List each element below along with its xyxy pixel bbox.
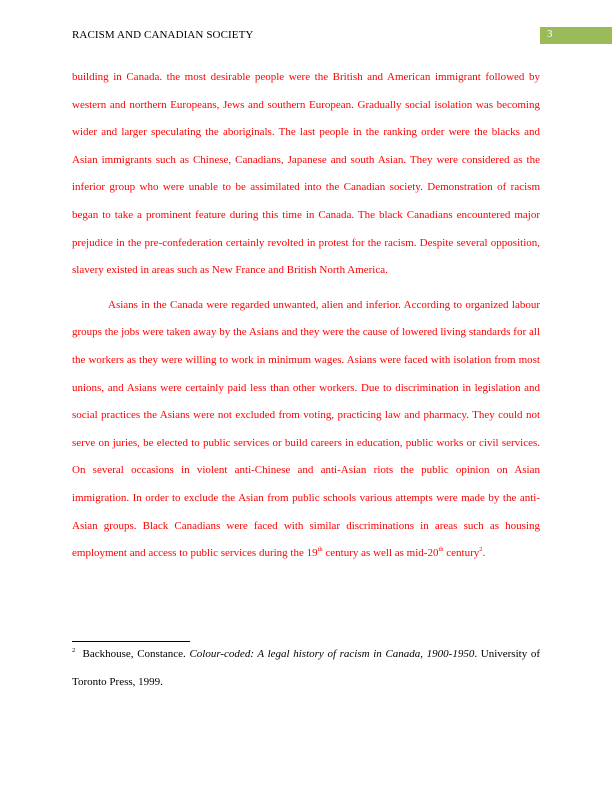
paragraph-2	[72, 292, 540, 568]
superscript-th: th	[438, 546, 444, 554]
paragraph-2-text-century: century	[443, 547, 480, 560]
page-number-box	[540, 27, 612, 44]
paragraph-2-end: .	[482, 547, 486, 560]
page-number: 3	[547, 28, 553, 40]
footnote-reference[interactable]: 2	[479, 546, 483, 554]
body-text	[72, 64, 540, 568]
paragraph-1: building in Canada. the most desirable people were the British and American immigrant followed by western and northern Europeans, Jews and southern European. Gradually social isolation was becoming wider and larger speculating the aboriginals. The last people in the ranking order were the blacks and Asian immigrants such as Chinese, Canadians, Japanese and south Asian. They were considered as the inferior group who were unable to be assimilated into the Canadian society. Demonstration of racism began to take a prominent feature during this time in Canada. The black Canadians encountered major prejudice in the pre-confederation certainly revolted in protest for the racism. Despite several opposition, slavery existed in areas such as New France and British North America.	[72, 71, 540, 277]
running-head: RACISM AND CANADIAN SOCIETY	[72, 29, 254, 41]
footnote-number: 2	[72, 647, 76, 654]
footnote-title: Colour-coded: A legal history of racism in Canada, 1900-1950	[189, 648, 475, 660]
paragraph-2-text: Asians in the Canada were regarded unwanted, alien and inferior. According to organized labour groups the jobs were taken away by the Asians and they were the cause of lowered living standards for all the workers as they were willing to work in minimum wages. Asians were faced with isolation from most unions, and Asians were certainly paid less than other workers. Due to discrimination in legislation and social practices the Asians were not excluded from voting, practicing law and pharmacy. They could not serve on juries, be elected to public services or build careers in education, public works or civil services. On several occasions in violent anti-Chinese and anti-Asian riots the public opinion on Asian immigration. In order to exclude the Asian from public schools various attempts were made by the anti-Asian groups. Black Canadians were faced with similar discriminations in areas such as housing employment and access to public services during the 19	[72, 298, 540, 560]
paragraph-2-text-mid: century as well as mid-20	[322, 547, 439, 560]
footnote-after-title: .	[474, 648, 478, 660]
footnote-publisher: University of Toronto Press, 1999.	[72, 648, 540, 688]
footnote	[72, 640, 540, 696]
superscript-th: th	[317, 546, 323, 554]
footnote-authors: Backhouse, Constance.	[82, 648, 186, 660]
